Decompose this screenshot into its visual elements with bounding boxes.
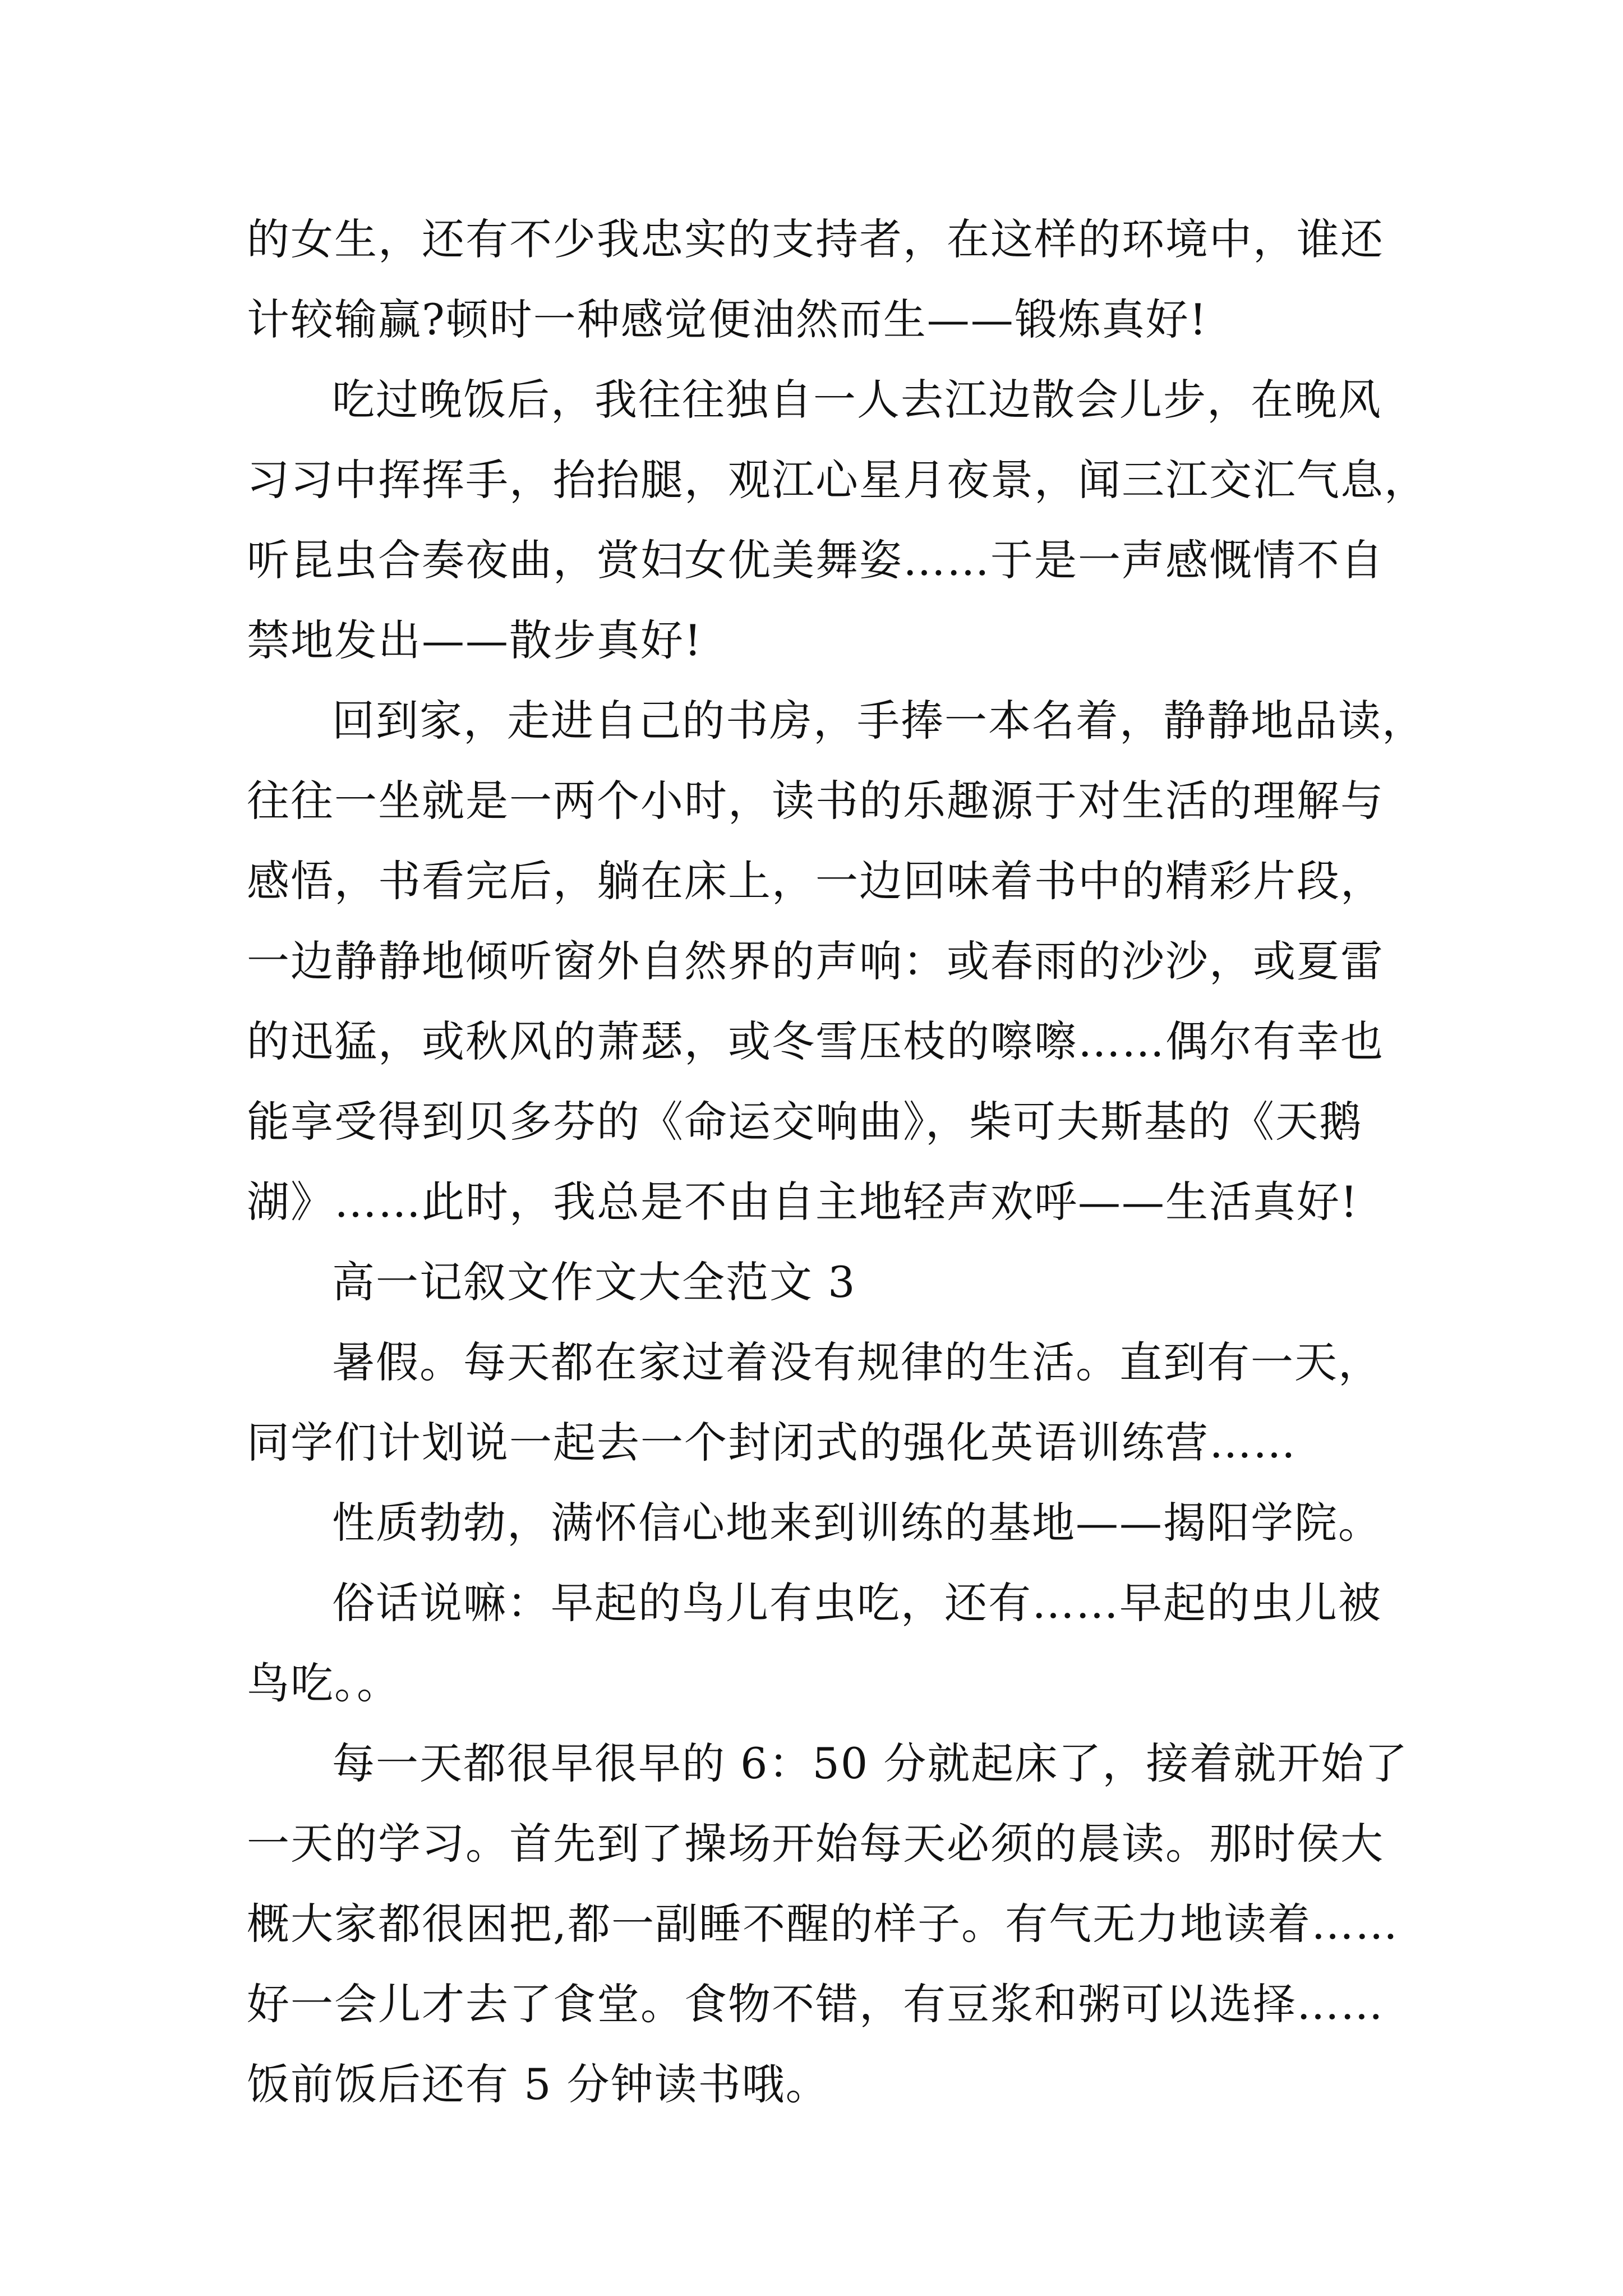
text-line: 禁地发出——散步真好! (247, 615, 703, 665)
text-line: 每一天都很早很早的 6：50 分就起床了，接着就开始了 (332, 1738, 1409, 1788)
section-heading: 高一记叙文作文大全范文 3 (332, 1257, 856, 1307)
text-line: 往往一坐就是一两个小时，读书的乐趣源于对生活的理解与 (247, 776, 1384, 826)
text-line: 同学们计划说一起去一个封闭式的强化英语训练营…… (247, 1418, 1297, 1467)
text-line: 习习中挥挥手，抬抬腿，观江心星月夜景，闻三江交汇气息， (247, 455, 1428, 505)
text-line: 好一会儿才去了食堂。食物不错，有豆浆和粥可以选择…… (247, 1979, 1384, 2029)
text-line: 回到家，走进自己的书房，手捧一本名着，静静地品读， (332, 696, 1426, 746)
text-line: 感悟，书看完后，躺在床上，一边回味着书中的精彩片段， (247, 856, 1384, 906)
text-line: 听昆虫合奏夜曲，赏妇女优美舞姿……于是一声感慨情不自 (247, 535, 1384, 585)
text-line: 能享受得到贝多芬的《命运交响曲》，柴可夫斯基的《天鹅 (247, 1097, 1363, 1147)
text-line: 湖》……此时，我总是不由自主地轻声欢呼——生活真好! (247, 1177, 1359, 1227)
text-line: 吃过晚饭后，我往往独自一人去江边散会儿步，在晚风 (332, 375, 1382, 425)
text-line: 饭前饭后还有 5 分钟读书哦。 (247, 2059, 829, 2109)
text-line: 性质勃勃，满怀信心地来到训练的基地——揭阳学院。 (332, 1498, 1382, 1548)
text-line: 的迅猛，或秋风的萧瑟，或冬雪压枝的嚓嚓……偶尔有幸也 (247, 1016, 1384, 1066)
text-line: 的女生，还有不少我忠实的支持者，在这样的环境中，谁还 (247, 214, 1384, 264)
text-line: 计较输赢?顿时一种感觉便油然而生——锻炼真好! (247, 295, 1208, 344)
text-line: 俗话说嘛：早起的鸟儿有虫吃，还有……早起的虫儿被 (332, 1578, 1382, 1628)
text-line: 一边静静地倾听窗外自然界的声响：或春雨的沙沙，或夏雷 (247, 936, 1384, 986)
text-line: 鸟吃。。 (247, 1658, 400, 1708)
document-body (247, 199, 1428, 2124)
text-line: 一天的学习。首先到了操场开始每天必须的晨读。那时侯大 (247, 1819, 1384, 1869)
text-line: 概大家都很困把,都一副睡不醒的样子。有气无力地读着…… (247, 1899, 1399, 1949)
text-line: 暑假。每天都在家过着没有规律的生活。直到有一天， (332, 1337, 1382, 1387)
